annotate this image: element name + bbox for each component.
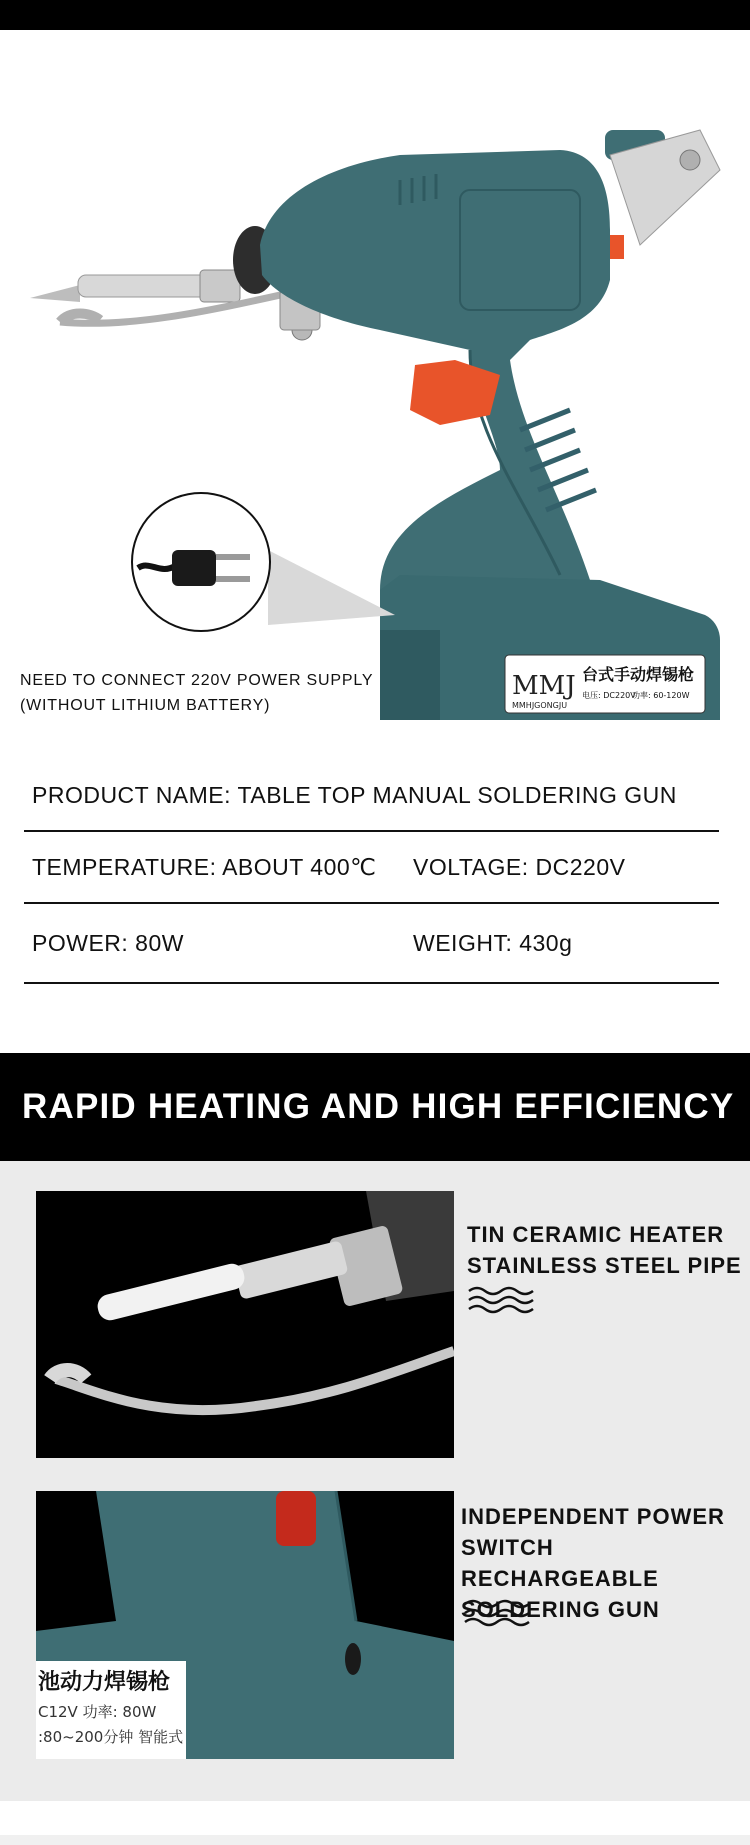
feature1-line2: STAINLESS STEEL PIPE: [467, 1253, 742, 1278]
switch-label-spec2: :80~200分钟 智能式: [38, 1728, 184, 1746]
power-note-line1: NEED TO CONNECT 220V POWER SUPPLY: [20, 672, 374, 689]
label-product-name: 台式手动焊锡枪: [582, 665, 695, 684]
spec-voltage: VOLTAGE: DC220V: [413, 853, 626, 880]
label-voltage: 电压: DC220V: [582, 691, 636, 700]
switch-gun-illustration: [36, 1491, 454, 1759]
spec-table: [24, 760, 719, 984]
feature1-line1: TIN CERAMIC HEATER: [467, 1222, 725, 1247]
spec-temperature: TEMPERATURE: ABOUT 400℃: [32, 853, 377, 880]
feature-text-heater: [467, 1219, 742, 1281]
feature-image-heater: [36, 1191, 454, 1458]
power-plug-callout: [132, 493, 395, 631]
spec-row-product-name: [24, 760, 719, 832]
label-brand-sub: MMHJGONGJU: [512, 701, 568, 710]
spec-row-power-weight: [24, 904, 719, 984]
hero-product-image: [0, 30, 750, 730]
switch-label-name: 池动力焊锡枪: [38, 1670, 171, 1695]
wire-roll-holder: [605, 130, 720, 259]
switch-label-spec1: C12V 功率: 80W: [38, 1703, 157, 1721]
label-brand: MMJ: [512, 671, 576, 701]
feature-area: [0, 1161, 750, 1801]
feature2-line1: INDEPENDENT POWER: [461, 1504, 725, 1529]
wave-icon: [463, 1598, 533, 1628]
base-box: [380, 575, 720, 720]
feature-image-switch: [36, 1491, 454, 1759]
section-title: RAPID HEATING AND HIGH EFFICIENCY: [22, 1087, 735, 1126]
label-power: 功率: 60-120W: [632, 691, 690, 700]
soldering-gun-illustration: [0, 30, 750, 730]
spec-product-name: PRODUCT NAME: TABLE TOP MANUAL SOLDERING GUN: [32, 781, 677, 808]
power-note-line2: (WITHOUT LITHIUM BATTERY): [20, 697, 271, 714]
feature2-line2: SWITCH RECHARGEABLE: [461, 1535, 659, 1591]
feature2-line3: SOLDERING GUN: [461, 1597, 660, 1622]
bottom-strip: [0, 1835, 750, 1845]
spec-row-temperature-voltage: [24, 832, 719, 904]
spec-weight: WEIGHT: 430g: [413, 929, 573, 956]
wave-icon: [467, 1285, 537, 1315]
section-header: [0, 1053, 750, 1161]
top-black-bar: [0, 0, 750, 30]
power-supply-note: [20, 668, 373, 718]
spec-power: POWER: 80W: [32, 929, 184, 956]
heater-pipe-illustration: [36, 1191, 454, 1458]
